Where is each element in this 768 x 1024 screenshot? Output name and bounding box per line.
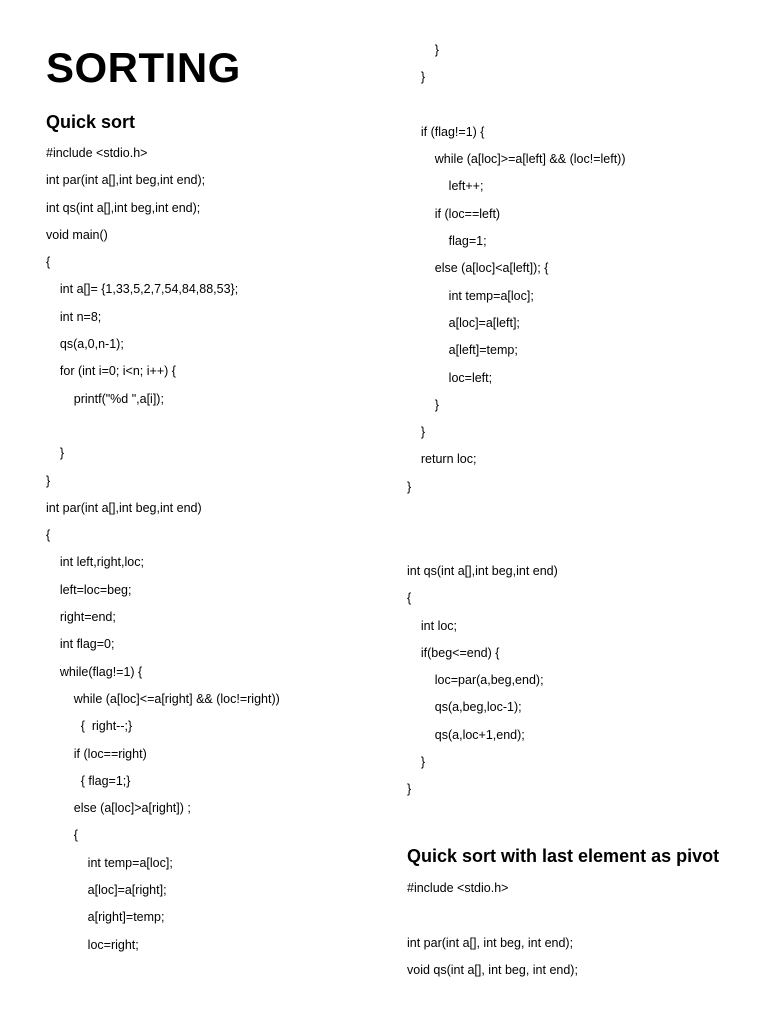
code-line: left++; [407,179,484,194]
code-line: while(flag!=1) { [46,664,143,679]
code-line: { right--;} [46,719,133,734]
code-line: int par(int a[],int beg,int end) [46,500,202,515]
code-line [407,92,626,119]
code-line: qs(a,beg,loc-1); [407,700,522,715]
code-line: int flag=0; [46,637,115,652]
code-line: qs(a,0,n-1); [46,337,124,352]
code-line: loc=par(a,beg,end); [407,673,544,688]
code-line: right=end; [46,610,116,625]
code-line: int qs(int a[],int beg,int end); [46,200,201,215]
code-line [46,413,280,440]
code-line: a[left]=temp; [407,343,518,358]
code-line: { [46,255,51,270]
code-line: #include <stdio.h> [46,146,148,160]
code-line: } [407,755,426,770]
code-line: left=loc=beg; [46,582,132,597]
section-heading-last-pivot: Quick sort with last element as pivot [407,846,720,866]
code-block-left [46,140,280,959]
code-line: a[right]=temp; [46,910,165,925]
code-line: int a[]= {1,33,5,2,7,54,84,88,53}; [46,282,239,297]
code-line: } [407,425,426,440]
code-line: int loc; [407,618,458,633]
code-line: int par(int a[], int beg, int end); [407,935,574,950]
code-line: int n=8; [46,309,102,324]
code-line: } [407,782,412,797]
section-heading-quick-sort: Quick sort [46,112,136,132]
code-line: } [407,43,439,57]
code-line: } [46,446,65,461]
code-line: else (a[loc]<a[left]); { [407,261,549,276]
code-line [407,902,578,929]
code-line: if (loc==right) [46,746,147,761]
code-line: printf("%d ",a[i]); [46,391,164,406]
code-line: { flag=1;} [46,773,131,788]
code-line: if(beg<=end) { [407,645,500,660]
code-block-right-qs [407,558,558,804]
code-line: a[loc]=a[right]; [46,883,167,898]
page-title: SORTING [46,44,241,91]
code-line: { [46,828,78,843]
code-line: } [46,473,51,488]
code-line: void qs(int a[], int beg, int end); [407,962,578,977]
code-line: while (a[loc]>=a[left] && (loc!=left)) [407,152,626,167]
code-line: return loc; [407,452,477,467]
code-line: { [46,528,51,543]
code-line: int temp=a[loc]; [407,288,534,303]
code-line: int left,right,loc; [46,555,144,570]
code-block-right-bottom [407,875,578,984]
code-line: loc=right; [46,937,139,952]
code-line: loc=left; [407,370,493,385]
code-line: int par(int a[],int beg,int end); [46,173,206,188]
code-line: qs(a,loc+1,end); [407,727,525,742]
code-line: int qs(int a[],int beg,int end) [407,564,558,578]
code-line: } [407,479,412,494]
code-line: for (int i=0; i<n; i++) { [46,364,176,379]
code-line: } [407,70,426,85]
code-line: int temp=a[loc]; [46,855,173,870]
code-line: while (a[loc]<=a[right] && (loc!=right)) [46,691,280,706]
code-line: if (flag!=1) { [407,124,485,139]
code-line: } [407,397,439,412]
code-line: void main() [46,227,108,242]
code-line: if (loc==left) [407,206,501,221]
code-line: #include <stdio.h> [407,881,509,895]
code-line: { [407,591,412,606]
code-block-right-top [407,37,626,501]
code-line: else (a[loc]>a[right]) ; [46,801,191,816]
code-line: a[loc]=a[left]; [407,315,520,330]
code-line: flag=1; [407,234,487,249]
